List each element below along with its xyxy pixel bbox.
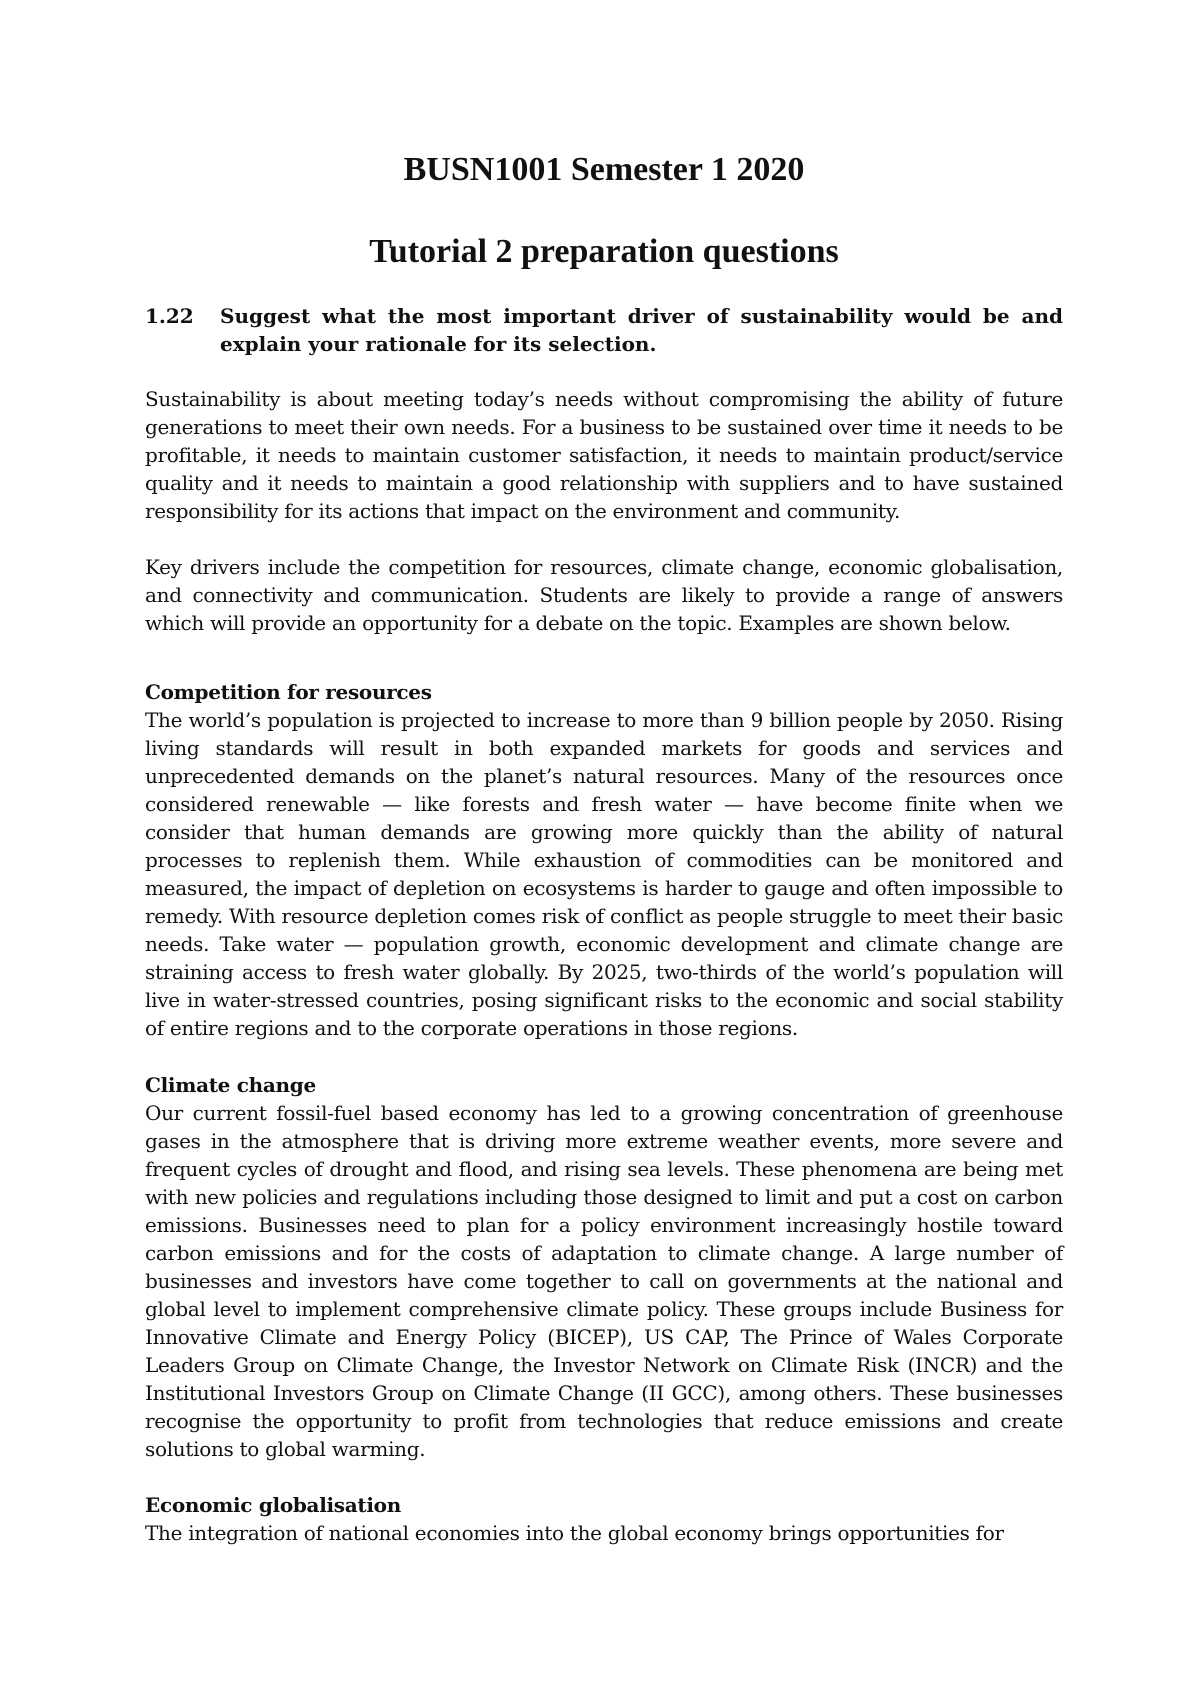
question-text: Suggest what the most important driver of sustainability would be and explain your rationale for its selection. (220, 304, 1063, 356)
section-body: Our current fossil-fuel based economy has led to a growing concentration of greenhouse gases in the atmosphere that is driving more extreme weather events, more severe and frequent cycles of drought and flood, and rising sea levels. These phenomena are being met with new policies and regulations including those designed to limit and put a cost on carbon emissions. Businesses need to plan for a policy environment increasingly hostile toward carbon emissions and for the costs of adaptation to climate change. A large number of businesses and investors have come together to call on governments at the national and global level to implement comprehensive climate policy. These groups include Business for Innovative Climate and Energy Policy (BICEP), US CAP, The Prince of Wales Corporate Leaders Group on Climate Change, the Investor Network on Climate Risk (INCR) and the Institutional Investors Group on Climate Change (II GCC), among others. These businesses recognise the opportunity to profit from technologies that reduce emissions and create solutions to global warming. (145, 1101, 1063, 1461)
paragraph-sustainability-definition: Sustainability is about meeting today’s needs without compromising the ability of future generations to meet their own needs. For a business to be sustained over time it needs to be profitable, it needs to maintain customer satisfaction, it needs to maintain product/service quality and it needs to maintain a good relationship with suppliers and to have sustained responsibility for its actions that impact on the environment and community. (145, 387, 1063, 523)
section-competition-for-resources (145, 678, 1063, 1042)
section-body: The world’s population is projected to increase to more than 9 billion people by 2050. Rising living standards will result in both expanded markets for goods and services and unprecedented demands on the planet’s natural resources. Many of the resources once considered renewable — like forests and fresh water — have become finite when we consider that human demands are growing more quickly than the ability of natural processes to replenish them. While exhaustion of commodities can be monitored and measured, the impact of depletion on ecosystems is harder to gauge and often impossible to remedy. With resource depletion comes risk of conflict as people struggle to meet their basic needs. Take water — population growth, economic development and climate change are straining access to fresh water globally. By 2025, two-thirds of the world’s population will live in water-stressed countries, posing significant risks to the economic and social stability of entire regions and to the corporate operations in those regions. (145, 708, 1063, 1040)
section-heading: Economic globalisation (145, 1493, 401, 1517)
document-title: BUSN1001 Semester 1 2020 (403, 151, 805, 188)
section-heading: Climate change (145, 1073, 316, 1097)
section-economic-globalisation (145, 1491, 1063, 1547)
question-number: 1.22 (145, 304, 194, 328)
section-climate-change (145, 1071, 1063, 1463)
document-subtitle: Tutorial 2 preparation questions (369, 233, 839, 270)
question-block (145, 302, 1063, 358)
section-body: The integration of national economies into the global economy brings opportunities for (145, 1521, 1004, 1545)
section-heading: Competition for resources (145, 680, 432, 704)
paragraph-key-drivers: Key drivers include the competition for resources, climate change, economic globalisation, and connectivity and communication. Students are likely to provide a range of answers which will provide an opportunity for a debate on the topic. Examples are shown below. (145, 555, 1063, 635)
